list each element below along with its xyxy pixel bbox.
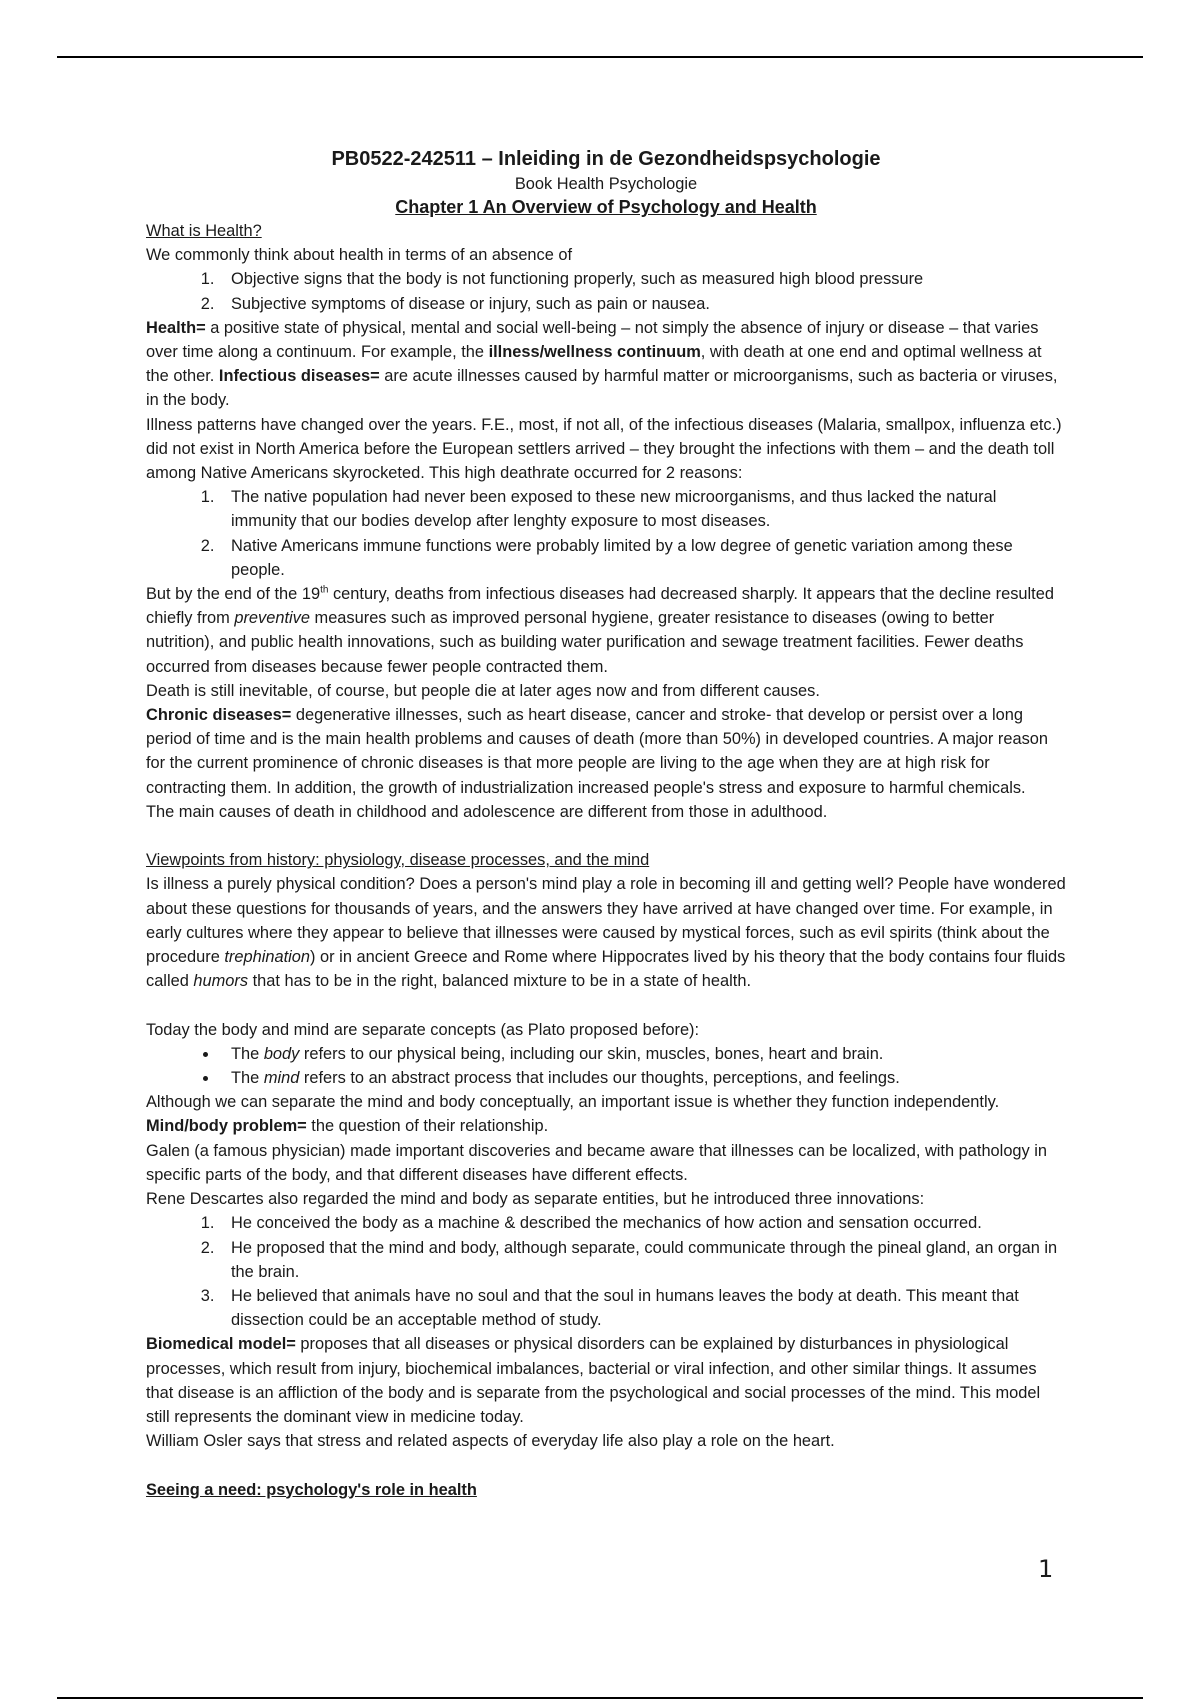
list-item: 3. He believed that animals have no soul and that the soul in humans leaves the body at death. This meant that dissection could be an acceptable method of study. xyxy=(219,1284,1066,1332)
section-heading-seeing-a-need: Seeing a need: psychology's role in health xyxy=(146,1480,477,1499)
document-page xyxy=(146,145,1066,1502)
list-item: 2. Subjective symptoms of disease or injury, such as pain or nausea. xyxy=(219,292,1066,316)
emphasis-mind: mind xyxy=(263,1069,300,1088)
text-span: But by the end of the 19 xyxy=(146,585,321,604)
text-span: The xyxy=(231,1069,264,1088)
text-span: The xyxy=(231,1044,264,1063)
term-chronic-diseases: Chronic diseases= xyxy=(146,706,292,725)
numbered-list-absence xyxy=(146,267,1066,315)
list-item: 2. Native Americans immune functions were probably limited by a low degree of genetic variation among these people. xyxy=(219,534,1066,582)
emphasis-trephination: trephination xyxy=(224,948,311,967)
text-span: are acute illnesses caused by harmful matter or microorganisms, such as bacteria or viruses, in the body. xyxy=(146,367,1058,410)
paragraph-physical-condition xyxy=(146,872,1066,993)
superscript: th xyxy=(320,584,329,596)
list-item: 2. He proposed that the mind and body, although separate, could communicate through the pineal gland, an organ in the brain. xyxy=(219,1236,1066,1284)
list-item: 1. The native population had never been exposed to these new microorganisms, and thus lacked the natural immunity that our bodies develop after lenghty exposure to most diseases. xyxy=(219,485,1066,533)
section-heading-what-is-health: What is Health? xyxy=(146,222,262,240)
term-illness-wellness-continuum: illness/wellness continuum xyxy=(488,343,701,362)
text-span: Is illness a purely physical condition? Does a person's mind play a role in becoming ill and getting well? People have wondered about these questions for thousands of years, and the answers they have arrived at have changed over time. For example, in early cultures where they appear to believe that illnesses were caused by mystical forces, such as evil spirits (think about the procedure xyxy=(146,875,1066,967)
emphasis-body: body xyxy=(263,1044,300,1063)
paragraph-galen: Galen (a famous physician) made important discoveries and became aware that illnesses can be localized, with pathology in specific parts of the body, and that different diseases have different effects. xyxy=(146,1141,1048,1184)
top-rule xyxy=(57,56,1143,58)
bottom-rule xyxy=(57,1697,1143,1699)
text-span: , with death at one end and optimal wellness at the other. xyxy=(146,343,1042,386)
list-item: 1. Objective signs that the body is not functioning properly, such as measured high blood pressure xyxy=(219,267,1066,291)
paragraph-causes: The main causes of death in childhood and adolescence are different from those in adulthood. xyxy=(146,802,828,821)
document-title: PB0522-242511 – Inleiding in de Gezondheidspsychologie xyxy=(331,148,881,170)
text-span: a positive state of physical, mental and social well-being – not simply the absence of injury or disease – that varies over time along a continuum. For example, the xyxy=(146,318,1039,362)
section-heading-viewpoints: Viewpoints from history: physiology, disease processes, and the mind xyxy=(146,851,650,870)
numbered-list-reasons xyxy=(146,485,1066,582)
term-mind-body-problem: Mind/body problem= xyxy=(146,1117,307,1136)
term-biomedical-model: Biomedical model= xyxy=(146,1335,296,1354)
text-span: measures such as improved personal hygiene, greater resistance to diseases (owing to better nutrition), and public health innovations, such as building water purification and sewage treatment facilities. Fewer deaths occurred from diseases because fewer people contracted them. xyxy=(146,609,1024,676)
bullet-list-body-mind xyxy=(146,1042,1066,1090)
chapter-heading: Chapter 1 An Overview of Psychology and Health xyxy=(395,197,817,217)
paragraph-osler: William Osler says that stress and related aspects of everyday life also play a role on the heart. xyxy=(146,1432,835,1451)
blank-line xyxy=(146,824,1066,848)
text-span: century, deaths from infectious diseases had decreased sharply. It appears that the decline resulted chiefly from xyxy=(146,585,1054,628)
text-span: proposes that all diseases or physical disorders can be explained by disturbances in physiological processes, which result from injury, biochemical imbalances, bacterial or viral infection, and other similar things. It assumes that disease is an affliction of the body and is separate from the psychological and social processes of the mind. This model still represents the dominant view in medicine today. xyxy=(146,1335,1041,1426)
document-subtitle: Book Health Psychologie xyxy=(514,175,698,193)
text-span: degenerative illnesses, such as heart disease, cancer and stroke- that develop or persist over a long period of time and is the main health problems and causes of death (more than 50%) in developed countries. A major reason for the current prominence of chronic diseases is that more people are living to the age when they are at high risk for contracting them. In addition, the growth of industrialization increased people's stress and exposure to harmful chemicals. xyxy=(146,706,1049,797)
paragraph-descartes: Rene Descartes also regarded the mind and body as separate entities, but he introduced three innovations: xyxy=(146,1190,925,1209)
emphasis-preventive: preventive xyxy=(234,609,310,628)
paragraph-illness-patterns: Illness patterns have changed over the years. F.E., most, if not all, of the infectious diseases (Malaria, smallpox, influenza etc.) did not exist in North America before the European settlers arrived – they brought the infections with them – and the death toll among Native Americans skyrocketed. This high deathrate occurred for 2 reasons: xyxy=(146,415,1062,483)
paragraph-biomedical-model xyxy=(146,1332,1066,1429)
blank-line xyxy=(146,993,1066,1017)
term-health: Health= xyxy=(146,318,206,337)
text-span: refers to our physical being, including our skin, muscles, bones, heart and brain. xyxy=(299,1044,884,1063)
list-item: 1. He conceived the body as a machine & described the mechanics of how action and sensation occurred. xyxy=(219,1211,1066,1235)
text-span: ) or in ancient Greece and Rome where Hippocrates lived by his theory that the body contains four fluids called xyxy=(146,948,1066,991)
term-infectious-diseases: Infectious diseases= xyxy=(218,367,380,386)
numbered-list-innovations xyxy=(146,1211,1066,1332)
text-span: refers to an abstract process that includes our thoughts, perceptions, and feelings. xyxy=(299,1069,900,1088)
blank-line xyxy=(146,1453,1066,1477)
paragraph-death: Death is still inevitable, of course, but people die at later ages now and from different causes. xyxy=(146,681,820,700)
list-item xyxy=(219,1042,1066,1066)
paragraph-health-definition xyxy=(146,316,1066,413)
text-span: Although we can separate the mind and body conceptually, an important issue is whether they function independently. xyxy=(146,1093,1000,1112)
paragraph-intro: We commonly think about health in terms of an absence of xyxy=(146,246,573,265)
text-span: the question of their relationship. xyxy=(306,1117,549,1136)
paragraph-chronic-diseases xyxy=(146,703,1066,800)
paragraph-mind-body-problem xyxy=(146,1090,1066,1138)
page-number: 1 xyxy=(1038,1555,1054,1583)
list-item xyxy=(219,1066,1066,1090)
emphasis-humors: humors xyxy=(193,972,249,991)
paragraph-19th-century xyxy=(146,582,1066,679)
text-span: that has to be in the right, balanced mixture to be in a state of health. xyxy=(248,972,752,991)
paragraph-today: Today the body and mind are separate concepts (as Plato proposed before): xyxy=(146,1020,700,1039)
